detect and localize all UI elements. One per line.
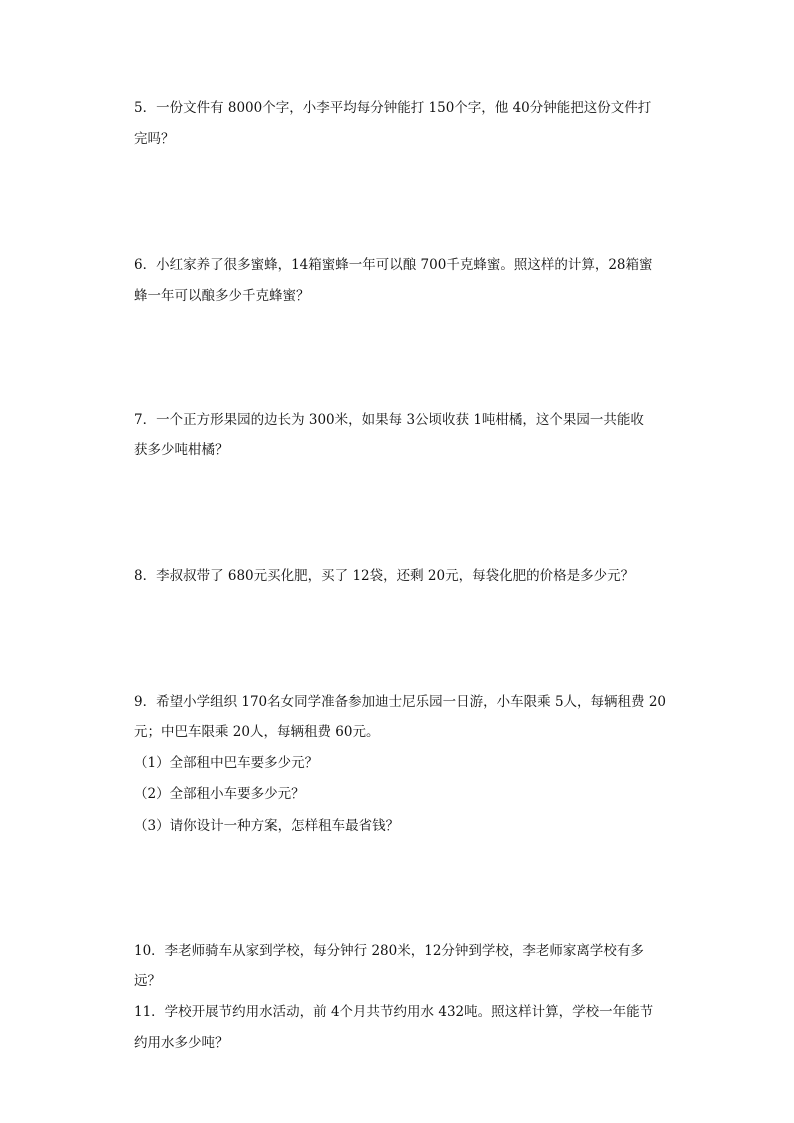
problem-8-line-1: 8．李叔叔带了 680元买化肥，买了 12袋，还剩 20元，每袋化肥的价格是多少元？ xyxy=(134,568,635,584)
problem-11-line-1: 11．学校开展节约用水活动，前 4个月共节约用水 432吨。照这样计算，学校一年能节 xyxy=(134,1004,654,1020)
problem-6-line-2: 蜂一年可以酿多少千克蜂蜜？ xyxy=(134,288,310,304)
problem-10-line-2: 远？ xyxy=(134,973,161,989)
problem-5-line-1: 5．一份文件有 8000个字，小李平均每分钟能打 150个字，他 40分钟能把这份文件打 xyxy=(134,100,652,116)
problem-11-line-2: 约用水多少吨？ xyxy=(134,1035,229,1051)
problem-7-line-2: 获多少吨柑橘？ xyxy=(134,442,229,458)
problem-9-sub-2: （2）全部租小车要多少元？ xyxy=(134,786,305,802)
problem-7-line-1: 7．一个正方形果园的边长为 300米，如果每 3公顷收获 1吨柑橘，这个果园一共能收 xyxy=(134,412,644,428)
problem-9-line-2: 元；中巴车限乘 20人，每辆租费 60元。 xyxy=(134,724,380,740)
problem-5-line-2: 完吗？ xyxy=(134,131,175,147)
problem-9-sub-1: （1）全部租中巴车要多少元？ xyxy=(134,755,319,771)
problem-10-line-1: 10．李老师骑车从家到学校，每分钟行 280米，12分钟到学校，李老师家离学校有多 xyxy=(134,943,644,959)
problem-9-sub-3: （3）请你设计一种方案，怎样租车最省钱？ xyxy=(134,818,400,834)
problem-9-line-1: 9．希望小学组织 170名女同学准备参加迪士尼乐园一日游，小车限乘 5人，每辆租费 20 xyxy=(134,694,666,710)
problem-6-line-1: 6．小红家养了很多蜜蜂，14箱蜜蜂一年可以酿 700千克蜂蜜。照这样的计算，28箱蜜 xyxy=(134,257,653,273)
